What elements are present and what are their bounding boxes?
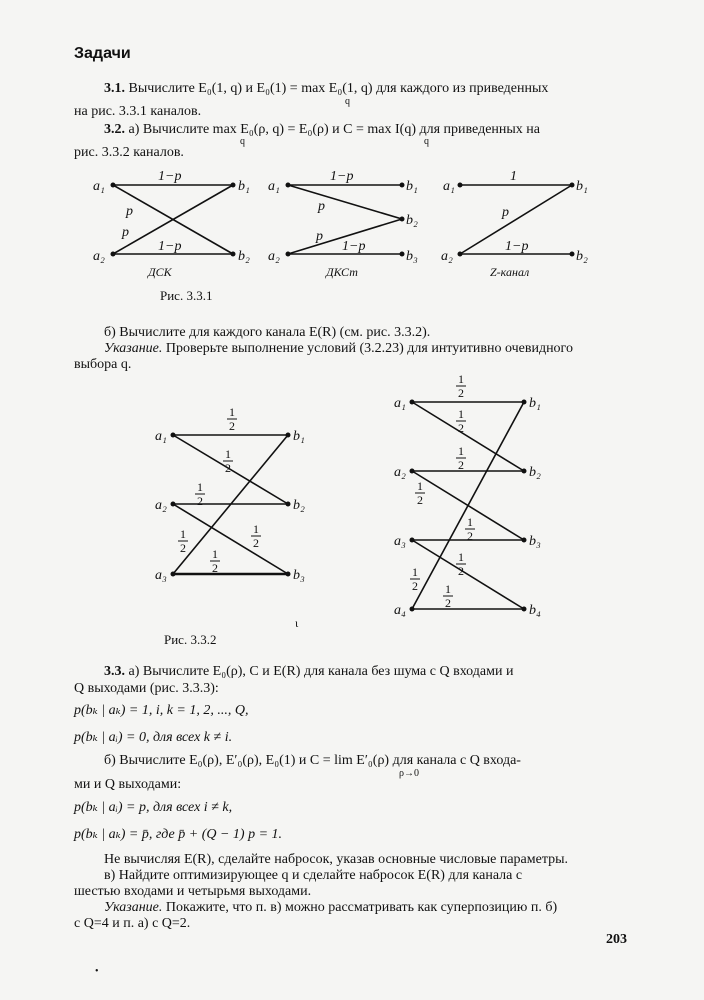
node-dot xyxy=(171,572,176,577)
svg-text:1: 1 xyxy=(197,480,203,494)
svg-text:1: 1 xyxy=(229,405,235,419)
edge-label: 1−p xyxy=(330,169,354,184)
equation: p(bₖ | aᵢ) = 0, для всех k ≠ i. xyxy=(74,730,233,745)
svg-text:2: 2 xyxy=(253,536,259,550)
edge-label: p xyxy=(316,229,323,244)
max-subscript: q xyxy=(424,136,429,147)
problem-3-2-part-b: б) Вычислите для каждого канала E(R) (см. рис. 3.3.2). xyxy=(104,325,431,340)
node-label: a₁ xyxy=(155,429,167,444)
edge-label: 1 xyxy=(510,169,517,184)
node-label: b₃ xyxy=(406,249,418,264)
node-dot xyxy=(410,607,415,612)
problem-number: 3.1. xyxy=(104,81,125,96)
node-label: b₂ xyxy=(238,249,250,264)
svg-text:1: 1 xyxy=(417,479,423,493)
problem-3-2-line-1 xyxy=(104,122,540,138)
node-label: a₂ xyxy=(394,465,406,480)
svg-text:1: 1 xyxy=(180,527,186,541)
half-fraction-label xyxy=(415,479,425,507)
node-label: a₂ xyxy=(441,249,453,264)
node-label: b₁ xyxy=(529,396,541,411)
figure-caption: Рис. 3.3.2 xyxy=(164,632,217,647)
svg-text:2: 2 xyxy=(467,529,473,543)
half-fraction-label xyxy=(210,547,220,575)
svg-text:2: 2 xyxy=(412,579,418,593)
node-dot xyxy=(522,400,527,405)
hint-label: Указание. xyxy=(104,900,163,915)
svg-text:1: 1 xyxy=(412,565,418,579)
edge-label: 1−p xyxy=(158,169,182,184)
half-fraction-label xyxy=(456,407,466,435)
svg-text:2: 2 xyxy=(458,386,464,400)
svg-text:2: 2 xyxy=(229,419,235,433)
node-label: b₃ xyxy=(529,534,541,549)
svg-text:2: 2 xyxy=(225,461,231,475)
edge-label: 1−p xyxy=(342,239,366,254)
svg-text:1: 1 xyxy=(458,550,464,564)
edge-label: p xyxy=(502,205,509,220)
max-subscript: q xyxy=(240,136,245,147)
node-dot xyxy=(286,183,291,188)
svg-text:1: 1 xyxy=(225,447,231,461)
node-dot xyxy=(410,469,415,474)
hint-line xyxy=(104,341,573,357)
half-fraction-label xyxy=(410,565,420,593)
equation: p(bₖ | aₖ) = 1, i, k = 1, 2, ..., Q, xyxy=(74,703,249,718)
problem-3-3-part-c: в) Найдите оптимизирующее q и сделайте набросок E(R) для канала с xyxy=(104,868,523,883)
node-dot xyxy=(286,433,291,438)
edge-label: p xyxy=(122,225,129,240)
svg-text:2: 2 xyxy=(417,493,423,507)
svg-text:1: 1 xyxy=(253,522,259,536)
half-fraction-label xyxy=(456,444,466,472)
problem-3-3-part-c-2: шестью входами и четырьмя выходами. xyxy=(74,884,312,899)
problem-3-2-line-2: рис. 3.3.2 каналов. xyxy=(74,145,184,160)
node-dot xyxy=(570,252,575,257)
section-heading: Задачи xyxy=(74,45,131,62)
node-dot xyxy=(286,572,291,577)
hint-line-2: с Q=4 и п. а) с Q=2. xyxy=(74,916,191,931)
hint-line xyxy=(104,900,557,916)
svg-text:2: 2 xyxy=(212,561,218,575)
figure-caption: Рис. 3.3.1 xyxy=(160,288,213,303)
note-line: Не вычисляя E(R), сделайте набросок, указав основные числовые параметры. xyxy=(104,852,569,867)
channel-edge xyxy=(412,540,524,609)
problem-3-3-line-1 xyxy=(104,664,513,680)
node-label: a₁ xyxy=(93,179,105,194)
problem-3-1-line-2: на рис. 3.3.1 каналов. xyxy=(74,104,202,119)
node-dot xyxy=(171,502,176,507)
equation: p(bₖ | aₖ) = p̄, где p̄ + (Q − 1) p = 1. xyxy=(74,827,283,842)
page-number: 203 xyxy=(606,932,627,947)
node-label: b₁ xyxy=(576,179,588,194)
figure-3-3-2 xyxy=(0,368,704,628)
node-label: a₁ xyxy=(268,179,280,194)
svg-text:2: 2 xyxy=(458,458,464,472)
svg-text:2: 2 xyxy=(458,421,464,435)
hint-line-2: выбора q. xyxy=(74,357,132,372)
edge-label: 1−p xyxy=(158,239,182,254)
svg-text:1: 1 xyxy=(212,547,218,561)
node-label: b₁ xyxy=(293,429,305,444)
node-dot xyxy=(231,183,236,188)
channel-edge xyxy=(412,402,524,471)
problem-number: 3.2. xyxy=(104,122,125,137)
footer-mark: • xyxy=(95,966,99,977)
problem-3-3-part-b-2: ми и Q выходами: xyxy=(74,777,182,792)
node-label: a₁ xyxy=(443,179,455,194)
node-dot xyxy=(400,217,405,222)
node-label: a₃ xyxy=(394,534,406,549)
node-dot xyxy=(410,538,415,543)
svg-text:2: 2 xyxy=(197,494,203,508)
node-label: a₂ xyxy=(268,249,280,264)
svg-text:1: 1 xyxy=(458,444,464,458)
channel-edge xyxy=(412,402,524,609)
half-fraction-label xyxy=(251,522,261,550)
svg-text:2: 2 xyxy=(180,541,186,555)
problem-3-3-text: а) Вычислите E₀(ρ), C и E(R) для канала без шума с Q входами и xyxy=(128,664,514,679)
node-dot xyxy=(400,183,405,188)
node-dot xyxy=(458,183,463,188)
problem-3-3-part-b: б) Вычислите E₀(ρ), E′₀(ρ), E₀(1) и C = lim E′₀(ρ) для канала с Q входа- xyxy=(104,753,521,768)
bec-edge xyxy=(288,185,402,219)
figure-3-3-1 xyxy=(0,160,704,310)
node-label: b₃ xyxy=(293,568,305,583)
half-fraction-label xyxy=(443,582,453,610)
problem-3-1-line-1 xyxy=(104,81,548,97)
node-dot xyxy=(111,252,116,257)
half-fraction-label xyxy=(456,372,466,400)
edge-label: 1−p xyxy=(505,239,529,254)
svg-text:2: 2 xyxy=(445,596,451,610)
svg-text:1: 1 xyxy=(445,582,451,596)
node-label: b₂ xyxy=(293,498,305,513)
svg-text:1: 1 xyxy=(458,372,464,386)
node-label: b₁ xyxy=(238,179,250,194)
svg-text:1: 1 xyxy=(458,407,464,421)
half-fraction-label xyxy=(227,405,237,433)
channel-name: ДСК xyxy=(148,265,172,279)
node-label: b₂ xyxy=(406,213,418,228)
max-subscript: q xyxy=(345,96,350,107)
channel-name: Z-канал xyxy=(490,265,530,279)
node-dot xyxy=(522,538,527,543)
node-dot xyxy=(231,252,236,257)
problem-number: 3.3. xyxy=(104,664,125,679)
node-label: a₂ xyxy=(155,498,167,513)
node-dot xyxy=(410,400,415,405)
node-dot xyxy=(522,607,527,612)
node-dot xyxy=(400,252,405,257)
node-dot xyxy=(286,502,291,507)
node-dot xyxy=(522,469,527,474)
edge-label: p xyxy=(126,204,133,219)
half-fraction-label xyxy=(465,515,475,543)
problem-3-2-text: а) Вычислите max E₀(ρ, q) = E₀(ρ) и C = max I(q) для приведенных на xyxy=(128,122,541,137)
half-fraction-label xyxy=(456,550,466,578)
hint-text: Проверьте выполнение условий (3.2.23) для интуитивно очевидного xyxy=(165,341,573,356)
node-label: a₃ xyxy=(155,568,167,583)
half-fraction-label xyxy=(178,527,188,555)
node-dot xyxy=(111,183,116,188)
node-label: a₁ xyxy=(394,396,406,411)
channel-edge xyxy=(173,504,288,574)
node-label: a₄ xyxy=(394,603,406,618)
node-dot xyxy=(570,183,575,188)
svg-text:1: 1 xyxy=(467,515,473,529)
equation: p(bₖ | aᵢ) = p, для всех i ≠ k, xyxy=(74,800,233,815)
stray-mark: ι xyxy=(295,616,299,630)
node-dot xyxy=(458,252,463,257)
node-label: b₄ xyxy=(529,603,541,618)
node-label: b₂ xyxy=(529,465,541,480)
problem-3-1-text: Вычислите E₀(1, q) и E₀(1) = max E₀(1, q) для каждого из приведенных xyxy=(128,81,549,96)
node-label: a₂ xyxy=(93,249,105,264)
node-dot xyxy=(286,252,291,257)
lim-subscript: ρ→0 xyxy=(399,768,419,779)
node-dot xyxy=(171,433,176,438)
hint-text: Покажите, что п. в) можно рассматривать как суперпозицию п. б) xyxy=(165,900,558,915)
problem-3-3-line-2: Q выходами (рис. 3.3.3): xyxy=(74,681,219,696)
svg-text:2: 2 xyxy=(458,564,464,578)
node-label: b₁ xyxy=(406,179,418,194)
edge-label: p xyxy=(318,199,325,214)
channel-name: ДКСт xyxy=(326,265,358,279)
node-label: b₂ xyxy=(576,249,588,264)
hint-label: Указание. xyxy=(104,341,163,356)
